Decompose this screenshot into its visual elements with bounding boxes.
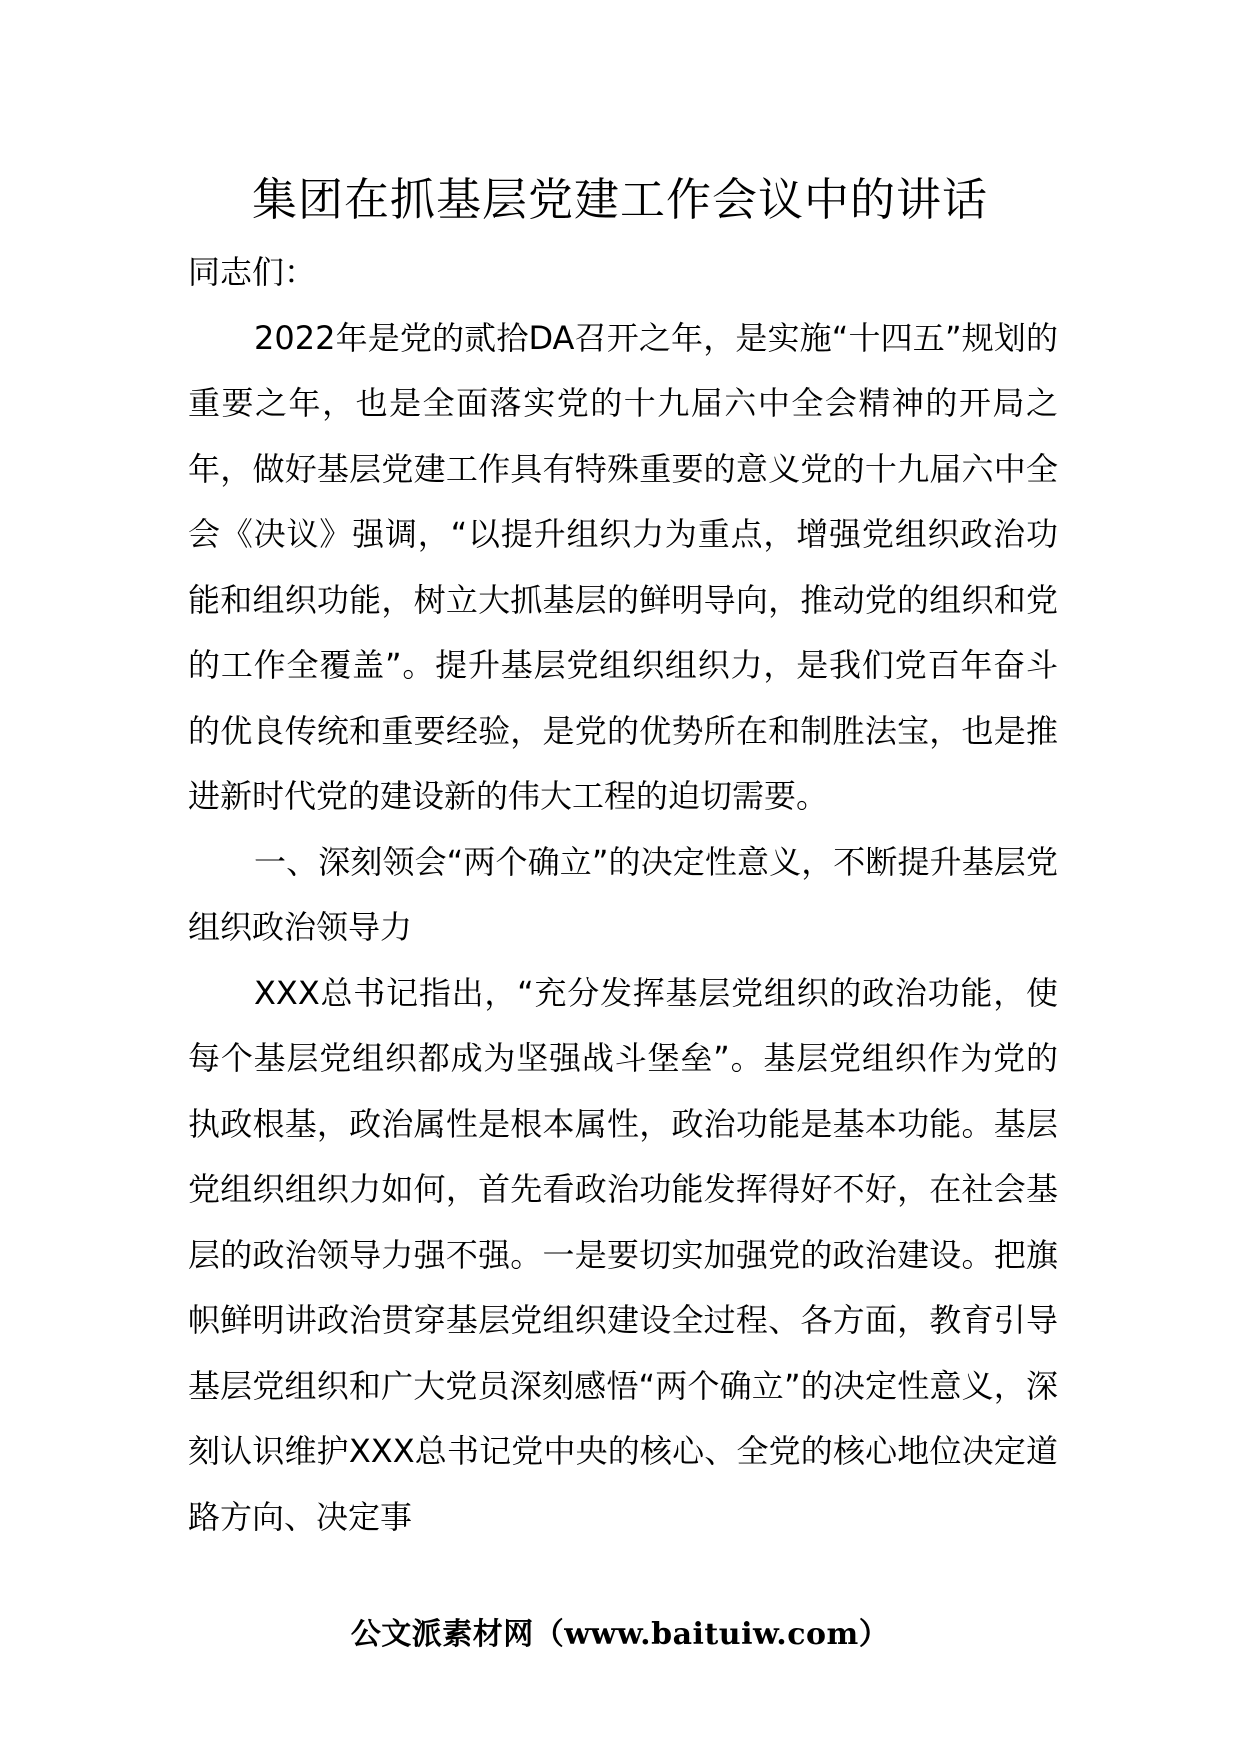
paragraph: 2022年是党的贰拾DA召开之年，是实施“十四五”规划的重要之年，也是全面落实党的十九届六中全会精神的开局之年，做好基层党建工作具有特殊重要的意义党的十九届六中全会《决议》强调，“以提升组织力为重点，增强党组织政治功能和组织功能，树立大抓基层的鲜明导向，推动党的组织和党的工作全覆盖”。提升基层党组织组织力，是我们党百年奋斗的优良传统和重要经验，是党的优势所在和制胜法宝，也是推进新时代党的建设新的伟大工程的迫切需要。 — [188, 318, 1058, 815]
watermark-footer: 公文派素材网（www.baituiw.com） — [350, 1617, 890, 1652]
section-paragraph: XXX总书记指出，“充分发挥基层党组织的政治功能，使每个基层党组织都成为坚强战斗堡垒”。基层党组织作为党的执政根基，政治属性是根本属性，政治功能是基本功能。基层党组织组织力如何，首先看政治功能发挥得好不好，在社会基层的政治领导力强不强。一是要切实加强党的政治建设。把旗帜鲜明讲政治贯穿基层党组织建设全过程、各方面，教育引导基层党组织和广大党员深刻感悟“两个确立”的决定性意义，深刻认识维护XXX总书记党中央的核心、全党的核心地位决定道路方向、决定事 — [188, 973, 1058, 1536]
document-title: 集团在抓基层党建工作会议中的讲话 — [251, 173, 988, 226]
salutation: 同志们： — [188, 253, 317, 291]
section-heading: 一、深刻领会“两个确立”的决定性意义，不断提升基层党组织政治领导力 — [188, 842, 1058, 946]
document-body — [188, 240, 1058, 1550]
